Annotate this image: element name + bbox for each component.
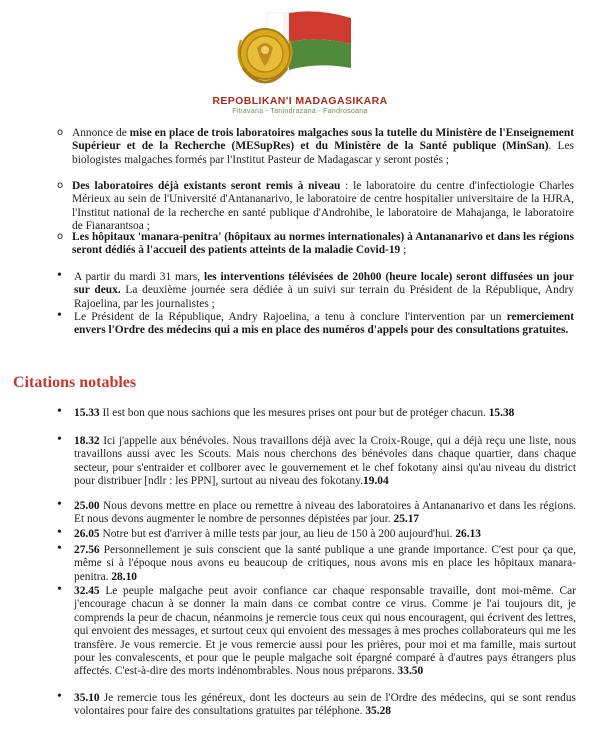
quote-text: Nous devons mettre en place ou remettre à niveau des laboratoires à Antananarivo et dans les régions. Et nous devons augmenter le nombre de personnes dépistées par jour. <box>74 500 576 526</box>
timestamp-start: 35.10 <box>74 692 100 704</box>
quote-item <box>57 497 576 527</box>
item-text: ; <box>400 244 407 257</box>
timestamp-end: 33.50 <box>397 665 424 678</box>
quote-item <box>57 525 576 541</box>
timestamp-start: 32.45 <box>74 585 100 597</box>
item-text: Annonce de <box>72 127 130 139</box>
republic-title: REPOBLIKAN'I MADAGASIKARA <box>212 95 388 107</box>
circle-bullet-icon: o <box>57 231 64 242</box>
timestamp-start: 26.05 <box>74 528 100 540</box>
quote-item <box>57 541 576 584</box>
item-bold-text: mise en place de trois laboratoires malgaches sous la tutelle du Ministère de l'Enseignement Supérieur et de la Recherche (MESupRes) et du Ministère de la Santé publique (MinSan) <box>72 127 574 153</box>
quote-item <box>57 432 576 489</box>
quote-item <box>57 404 576 420</box>
bullet-icon: • <box>57 582 62 597</box>
bullet-icon: • <box>57 689 62 704</box>
quote-text: Notre but est d'arriver à mille tests par jour, au lieu de 150 à 200 aujourd'hui. <box>99 528 456 540</box>
timestamp-start: 25.00 <box>74 500 100 512</box>
bullet-icon: • <box>57 404 62 419</box>
list-item <box>57 180 574 234</box>
quote-text: Le peuple malgache peut avoir confiance car chaque responsable travaille, dont moi-même. Car j'encourage chacun à se donner la main dans ce combat contre ce virus. Comme je l'ai toujours dit, je comprends la peur de chacun, néanmoins je remercie tous ceux qui nous encouragent, qui écrivent des lettres, qui envoient des messages, et surtout ceux qui envoient des messages à mes proches collaborateurs qui me les transfère. Je vous remercie. Et je vous remercie aussi pour les prières, pour moi et ma famille, mais surtout pour les convalescents, et pour que le peuple malgache soit épargné comparé à d'autres pays étrangers plus affectés. C'est-à-dire des morts indénombrables. Nous nous préparons. <box>74 585 576 678</box>
timestamp-start: 18.32 <box>74 435 100 447</box>
list-item <box>57 127 574 167</box>
bullet-icon: • <box>57 525 62 540</box>
timestamp-end: 26.13 <box>455 528 481 540</box>
timestamp-end: 28.10 <box>111 570 137 583</box>
item-bold-text: les interventions télévisées de 20h00 (heure locale) seront diffusées un jour sur deux. <box>74 271 574 297</box>
quote-text: Je remercie tous les généreux, dont les docteurs au sein de l'Ordre des médecins, qui se sont rendus volontaires pour faire des consultations gratuites par téléphone. <box>74 692 576 718</box>
header <box>0 4 600 122</box>
quote-text: Personnellement je suis conscient que la santé publique a une grande importance. C'est pour ça que, même si à l'époque nous avons eu beaucoup de critiques, nous avons mis en place les hôpitaux manara-penitra. <box>74 544 576 583</box>
quote-text: Il est bon que nous sachions que les mesures prises ont pour but de protéger chacun. <box>99 407 489 419</box>
timestamp-start: 27.56 <box>74 544 100 556</box>
timestamp-end: 15.38 <box>488 407 515 419</box>
timestamp-end: 25.17 <box>393 513 420 526</box>
item-bold-text: remerciement envers l'Ordre des médecins qui a mis en place des numéros d'appels pour des consultations gratuites. <box>74 311 574 337</box>
list-item <box>57 231 574 258</box>
timestamp-end: 19.04 <box>363 475 389 488</box>
timestamp-start: 15.33 <box>74 407 100 419</box>
item-bold-text: Les hôpitaux 'manara-penitra' (hôpitaux au normes internationales) à Antananarivo et dans les régions seront dédiés à l'accueil des patients atteints de la maladie Covid-19 <box>72 231 574 257</box>
list-item <box>57 268 575 311</box>
quote-item <box>57 689 576 719</box>
item-text: A partir du mardi 31 mars, <box>74 271 204 283</box>
circle-bullet-icon: o <box>57 127 64 138</box>
bullet-icon: • <box>57 308 62 323</box>
item-text: Le Président de la République, Andry Rajoelina, a tenu à conclure l'intervention par un <box>74 311 507 323</box>
list-item <box>57 308 574 338</box>
national-seal-logo <box>223 10 373 96</box>
timestamp-end: 35.28 <box>365 705 391 718</box>
bullet-icon: • <box>57 268 62 283</box>
quote-item <box>57 582 576 679</box>
bullet-icon: • <box>57 432 62 447</box>
bullet-icon: • <box>57 497 62 512</box>
gold-seal-icon <box>238 29 291 82</box>
item-bold-text: Des laboratoires déjà existants seront remis à niveau <box>72 180 341 192</box>
section-title: Citations notables <box>13 374 137 391</box>
item-text: . Les biologistes malgaches formés par l'Institut Pasteur de Madagascar y seront postés ; <box>72 140 574 166</box>
item-text: La deuxième journée sera dédiée à un suivi sur terrain du Président de la République, Andry Rajoelina, par les journalistes ; <box>74 284 575 310</box>
bullet-icon: • <box>57 541 62 556</box>
item-text: : le laboratoire du centre d'infectiologie Charles Mérieux au sein de l'Université d'Antananarivo, le laboratoire de centre hospitalier universitaire de la HJRA, l'Institut national de la recherche en santé publique d'Androhibe, le laboratoire de Mahajanga, le laboratoire de Fianarantsoa ; <box>72 180 574 233</box>
circle-bullet-icon: o <box>57 180 64 191</box>
republic-motto: Fitiavana - Tanindrazana - Fandrosoana <box>232 108 368 115</box>
quote-text: Ici j'appelle aux bénévoles. Nous travaillons déjà avec la Croix-Rouge, qui a déjà reçu une liste, nous travaillons aussi avec les Scouts. Mais nous cherchons des bénévoles dans chaque quartier, dans chaque secteur, pour s'entraider et collborer avec le gouvernement et le chef fokotany ainsi qu'au niveau du district pour distribuer [ndlr : les PPN], surtout au niveau des fokotany. <box>74 435 576 488</box>
